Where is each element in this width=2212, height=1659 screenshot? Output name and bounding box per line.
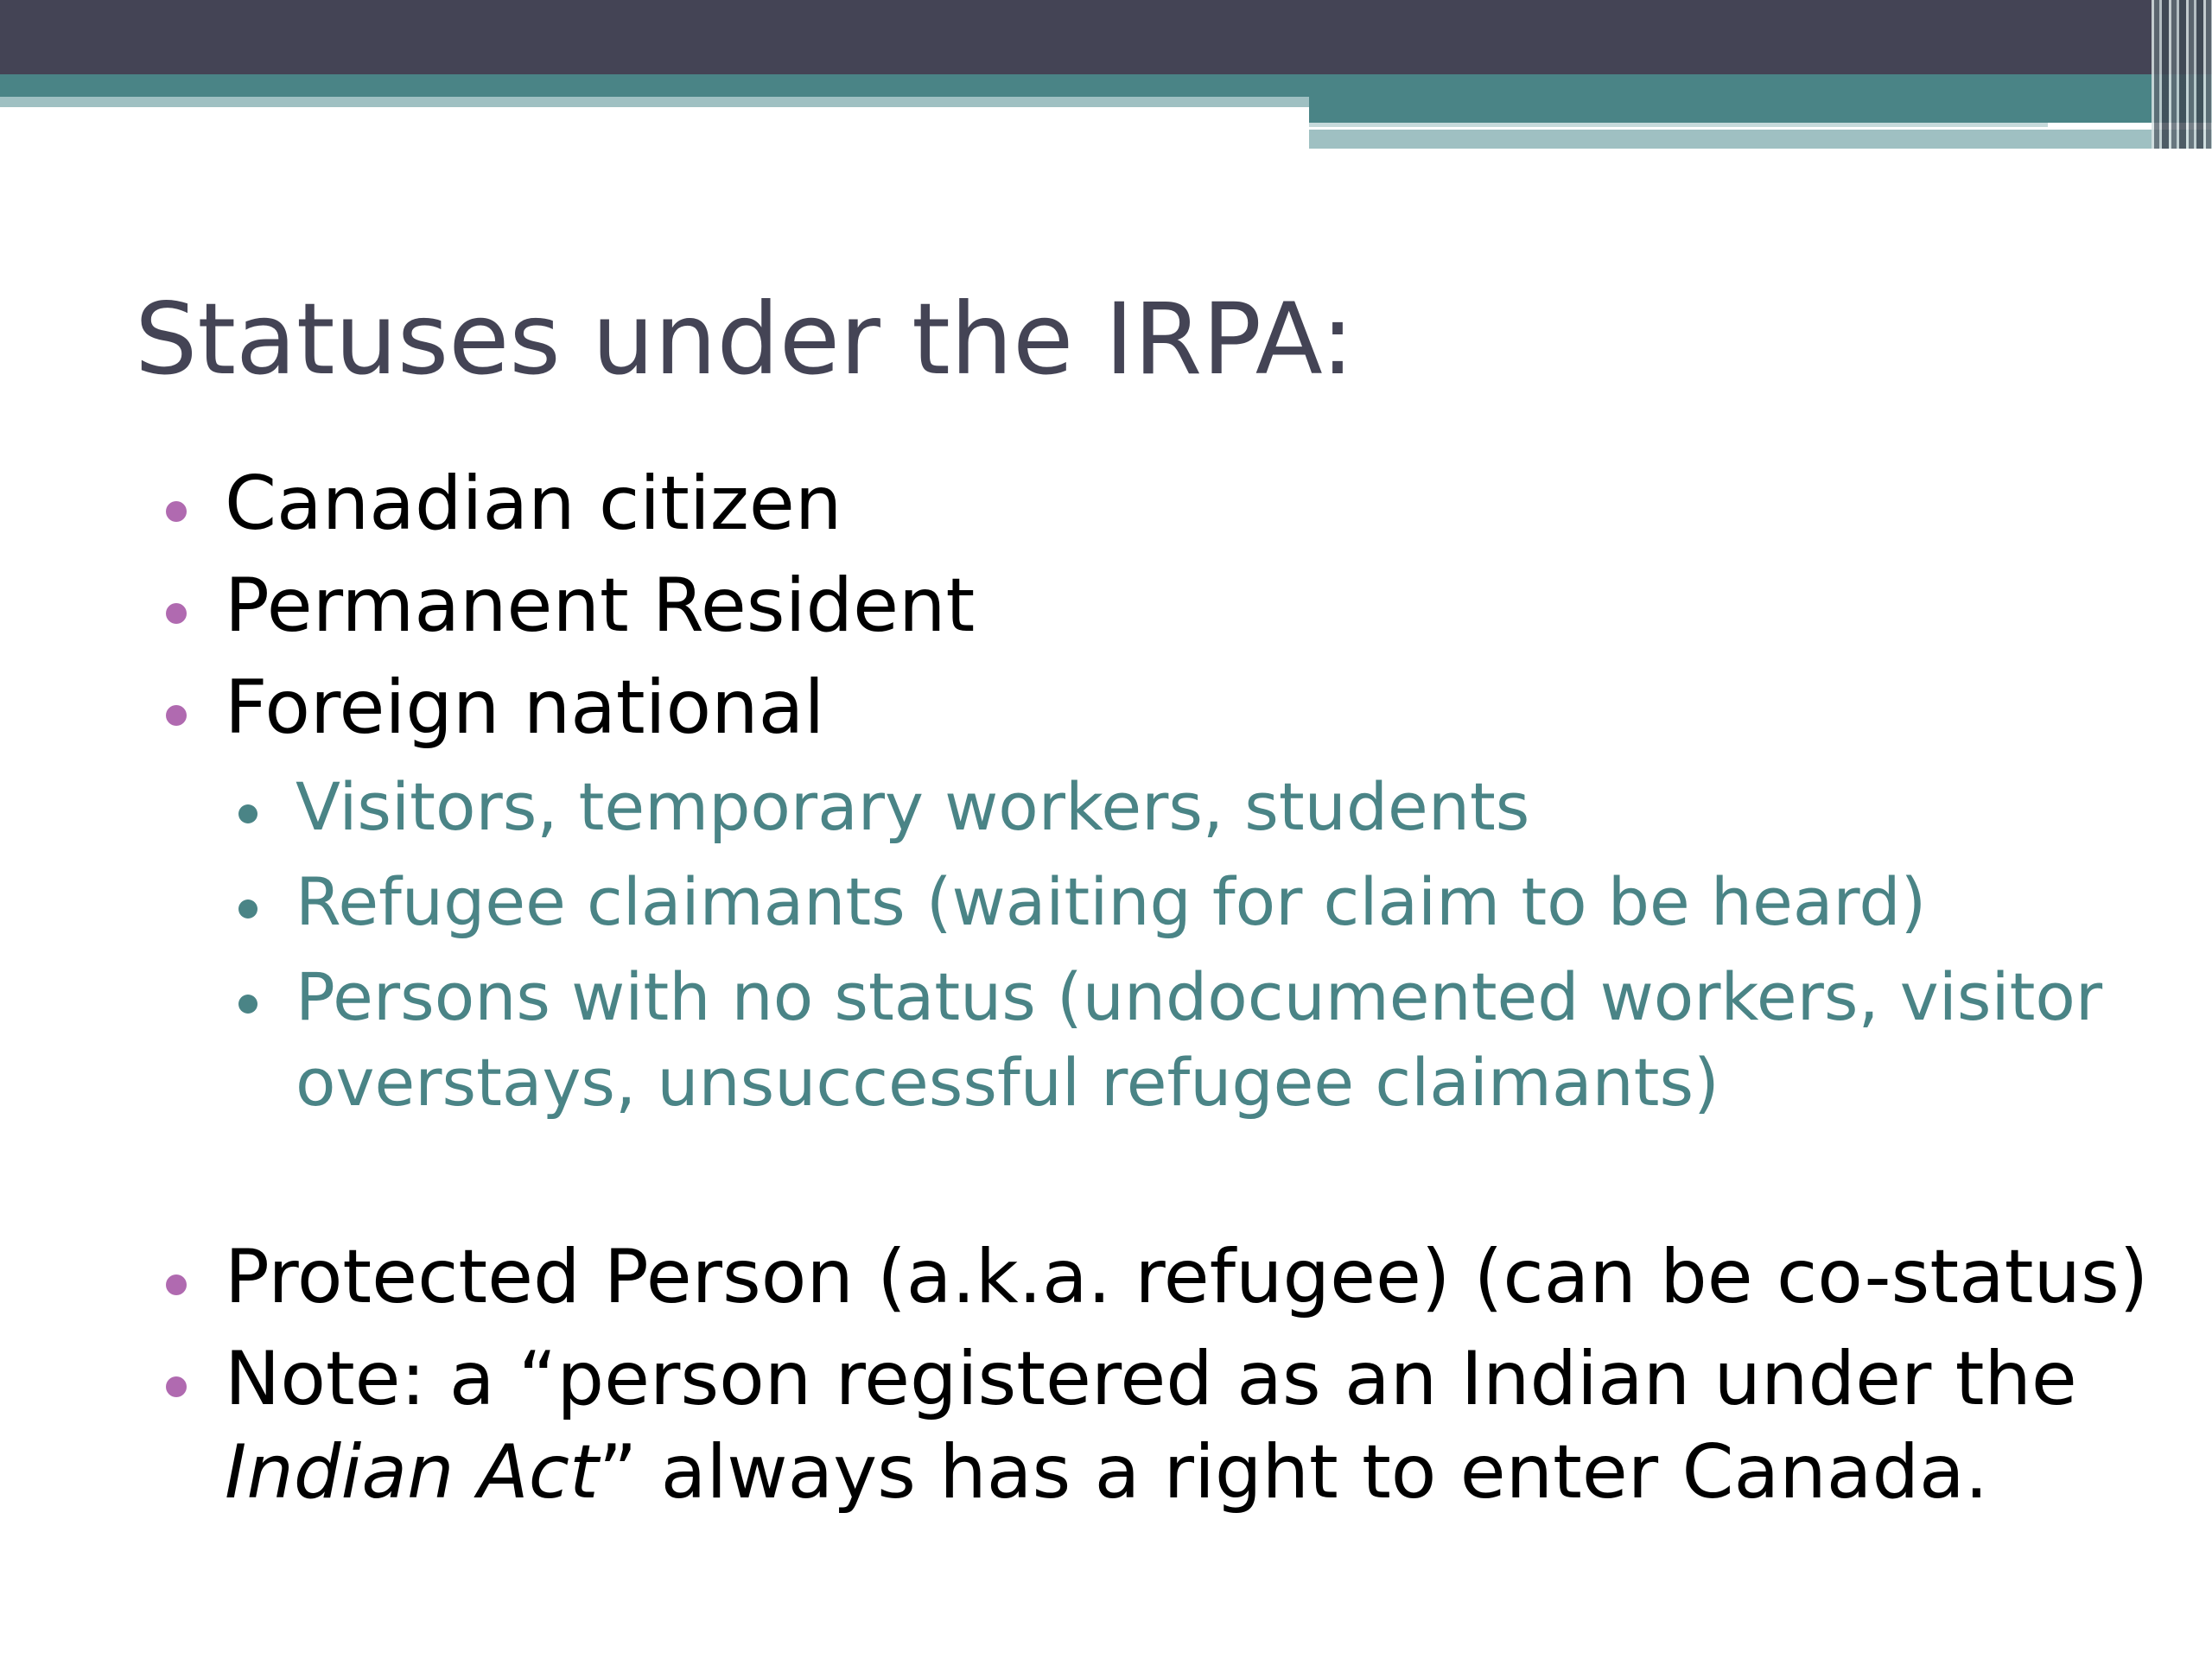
sub-bullet-no-status-line1: Persons with no status (undocumented workers, visitor <box>296 958 2103 1035</box>
note-line2-rest: ” always has a right to enter Canada. <box>598 1428 1989 1516</box>
header-dark-band <box>0 0 2212 74</box>
note-line2 <box>225 1427 2077 1520</box>
header-light-line <box>1784 143 2212 149</box>
header-edge-stripes <box>2152 0 2212 149</box>
note-line1: Note: a “person registered as an Indian under the <box>225 1336 2077 1422</box>
header-light-band <box>0 97 1309 107</box>
bullet-permanent-resident: Permanent Resident <box>225 560 975 653</box>
slide-title: Statuses under the IRPA: <box>135 282 1355 397</box>
sub-bullet-no-status-line2: overstays, unsuccessful refugee claimants) <box>296 1043 1719 1121</box>
header-pale-line <box>1309 123 2048 127</box>
bullet-canadian-citizen: Canadian citizen <box>225 458 842 551</box>
sub-bullet-no-status <box>296 955 2102 1126</box>
sub-bullet-visitors: Visitors, temporary workers, students <box>296 765 1529 850</box>
header-teal-band <box>0 74 2212 97</box>
bullet-note <box>225 1333 2077 1519</box>
bullet-protected-person: Protected Person (a.k.a. refugee) (can be co-status) <box>225 1231 2148 1325</box>
note-indian-act-italic: Indian Act <box>225 1428 599 1516</box>
header-teal-step <box>1309 97 2212 123</box>
sub-bullet-refugee-claimants: Refugee claimants (waiting for claim to be heard) <box>296 860 1926 945</box>
bullet-foreign-national: Foreign national <box>225 662 824 755</box>
